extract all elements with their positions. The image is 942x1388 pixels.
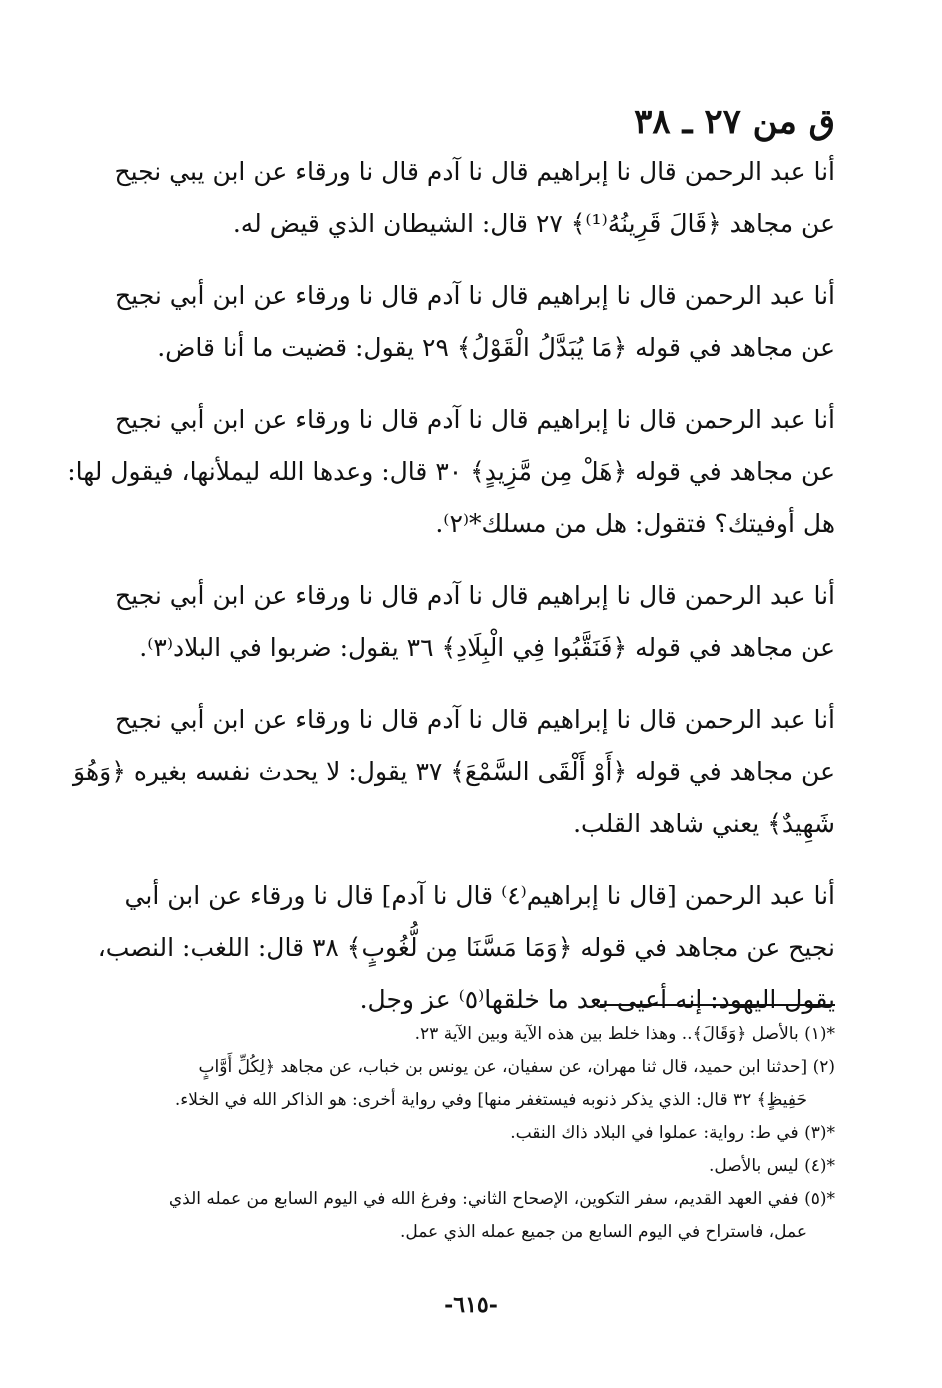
paragraph-line: عن مجاهد في قوله ﴿مَا يُبَدَّلُ الْقَوْلُ﴾ ٢٩ يقول: قضيت ما أنا قاض.: [157, 333, 835, 362]
paragraph-line: أنا عبد الرحمن قال نا إبراهيم قال نا آدم قال نا ورقاء عن ابن يبي نجيح: [114, 157, 835, 186]
footnote-divider: [600, 1004, 835, 1006]
paragraph-line: شَهِيدٌ﴾ يعني شاهد القلب.: [573, 809, 835, 838]
paragraph-3: [67, 394, 835, 550]
page-body: [67, 100, 835, 1046]
paragraph-line: عن مجاهد ﴿قَالَ قَرِينُهُ⁽¹⁾﴾ ٢٧ قال: الشيطان الذي قيض له.: [232, 209, 835, 238]
paragraph-5: [73, 694, 835, 850]
paragraph-line: عن مجاهد في قوله ﴿هَلْ مِن مَّزِيدٍ﴾ ٣٠ قال: وعدها الله ليملأنها، فيقول لها:: [67, 457, 835, 486]
paragraph-6: [97, 870, 835, 1026]
footnote-5-continued: عمل، فاستراح في اليوم السابع من جميع عمله الذي عمل.: [399, 1222, 807, 1242]
paragraph-line: عن مجاهد في قوله ﴿أَوْ أَلْقَى السَّمْعَ﴾ ٣٧ يقول: لا يحدث نفسه بغيره ﴿وَهُوَ: [73, 757, 835, 786]
paragraph-line: أنا عبد الرحمن قال نا إبراهيم قال نا آدم قال نا ورقاء عن ابن أبي نجيح: [115, 705, 835, 734]
paragraph-line: هل أوفيتك؟ فتقول: هل من مسلك*⁽٢⁾.: [435, 509, 835, 538]
section-heading: ق من ٢٧ ـ ٣٨: [634, 102, 835, 142]
paragraph-1: [114, 146, 835, 250]
paragraph-line: عن مجاهد في قوله ﴿فَنَقَّبُوا فِي الْبِلَادِ﴾ ٣٦ يقول: ضربوا في البلاد⁽٣⁾.: [139, 633, 835, 662]
paragraph-line: أنا عبد الرحمن قال نا إبراهيم قال نا آدم قال نا ورقاء عن ابن أبي نجيح: [115, 405, 835, 434]
footnote-3: *(٣) في ط: رواية: عملوا في البلاد ذاك النقب.: [510, 1123, 835, 1143]
paragraph-line: يقول اليهود: إنه أعيى بعد ما خلقها⁽٥⁾ عز وجل.: [359, 985, 835, 1014]
footnote-4: *(٤) ليس بالأصل.: [708, 1156, 835, 1176]
footnote-2: (٢) [حدثنا ابن حميد، قال ثنا مهران، عن سفيان، عن يونس بن خباب، عن مجاهد ﴿لِكُلِّ أَوَّابٍ: [198, 1057, 835, 1077]
page-number: -٦١٥-: [444, 1292, 498, 1318]
footnote-2-continued: حَفِيظٍ﴾ ٣٢ قال: الذي يذكر ذنوبه فيستغفر منها] وفي رواية أخرى: هو الذاكر الله في الخلاء.: [174, 1090, 807, 1110]
paragraph-line: أنا عبد الرحمن قال نا إبراهيم قال نا آدم قال نا ورقاء عن ابن أبي نجيح: [115, 281, 835, 310]
footnote-5: *(٥) ففي العهد القديم، سفر التكوين، الإصحاح الثاني: وفرغ الله في اليوم السابع من عمله الذي: [168, 1189, 835, 1209]
footnotes: [140, 1018, 835, 1249]
paragraph-line: نجيح عن مجاهد في قوله ﴿وَمَا مَسَّنَا مِن لُّغُوبٍ﴾ ٣٨ قال: اللغب: النصب،: [97, 933, 835, 962]
footnote-1: *(١) بالأصل ﴿وَقَالَ﴾.. وهذا خلط بين هذه الآية وبين الآية ٢٣.: [414, 1024, 835, 1044]
paragraph-2: [115, 270, 835, 374]
paragraph-4: [115, 570, 835, 674]
paragraph-line: أنا عبد الرحمن قال نا إبراهيم قال نا آدم قال نا ورقاء عن ابن أبي نجيح: [115, 581, 835, 610]
paragraph-line: أنا عبد الرحمن [قال نا إبراهيم⁽٤⁾ قال نا آدم] قال نا ورقاء عن ابن أبي: [124, 881, 835, 910]
